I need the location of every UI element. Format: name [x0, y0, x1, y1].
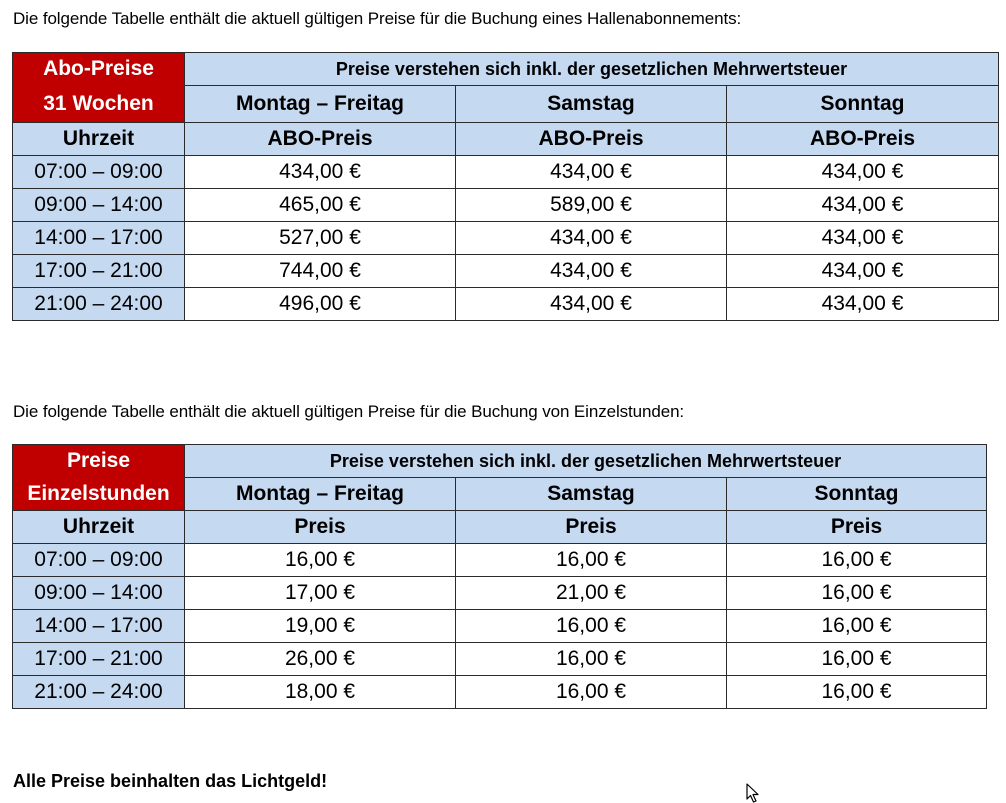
- price-cell: 21,00 €: [456, 577, 727, 610]
- price-cell: 434,00 €: [456, 156, 727, 189]
- table-row: [13, 643, 987, 676]
- table-title-line1: Preise: [13, 445, 185, 478]
- table-title-line2: Einzelstunden: [13, 478, 185, 511]
- time-cell: 17:00 – 21:00: [13, 643, 185, 676]
- price-cell: 16,00 €: [456, 643, 727, 676]
- price-cell: 16,00 €: [456, 610, 727, 643]
- price-cell: 589,00 €: [456, 189, 727, 222]
- price-cell: 434,00 €: [185, 156, 456, 189]
- price-cell: 434,00 €: [456, 255, 727, 288]
- intro-text-abo: Die folgende Tabelle enthält die aktuell gültigen Preise für die Buchung eines Hallenabonnements:: [13, 9, 742, 28]
- price-cell: 16,00 €: [727, 577, 987, 610]
- day-header-saturday: Samstag: [456, 86, 727, 123]
- vat-note: Preise verstehen sich inkl. der gesetzlichen Mehrwertsteuer: [185, 53, 999, 86]
- price-cell: 16,00 €: [727, 643, 987, 676]
- intro-text-single: Die folgende Tabelle enthält die aktuell gültigen Preise für die Buchung von Einzelstunden:: [13, 402, 685, 421]
- price-column-header: Preis: [456, 511, 727, 544]
- price-cell: 434,00 €: [727, 255, 999, 288]
- day-header-weekday: Montag – Freitag: [185, 86, 456, 123]
- price-cell: 16,00 €: [456, 544, 727, 577]
- table-row: [13, 676, 987, 709]
- footer-note: Alle Preise beinhalten das Lichtgeld!: [13, 771, 328, 791]
- time-cell: 21:00 – 24:00: [13, 288, 185, 321]
- time-cell: 07:00 – 09:00: [13, 156, 185, 189]
- table-title-line1: Abo-Preise: [13, 53, 185, 86]
- price-cell: 434,00 €: [456, 222, 727, 255]
- price-column-header: Preis: [727, 511, 987, 544]
- price-cell: 16,00 €: [185, 544, 456, 577]
- price-column-header: ABO-Preis: [185, 123, 456, 156]
- price-cell: 16,00 €: [727, 544, 987, 577]
- price-cell: 16,00 €: [727, 610, 987, 643]
- table-row: [13, 255, 999, 288]
- price-column-header: Preis: [185, 511, 456, 544]
- price-cell: 527,00 €: [185, 222, 456, 255]
- day-header-weekday: Montag – Freitag: [185, 478, 456, 511]
- price-cell: 434,00 €: [727, 222, 999, 255]
- abo-price-table: [12, 52, 999, 321]
- price-cell: 17,00 €: [185, 577, 456, 610]
- day-header-sunday: Sonntag: [727, 86, 999, 123]
- price-cell: 744,00 €: [185, 255, 456, 288]
- price-cell: 465,00 €: [185, 189, 456, 222]
- time-cell: 14:00 – 17:00: [13, 610, 185, 643]
- table-row: [13, 577, 987, 610]
- price-cell: 16,00 €: [456, 676, 727, 709]
- price-column-header: ABO-Preis: [456, 123, 727, 156]
- price-cell: 496,00 €: [185, 288, 456, 321]
- time-cell: 17:00 – 21:00: [13, 255, 185, 288]
- table-row: [13, 189, 999, 222]
- price-cell: 18,00 €: [185, 676, 456, 709]
- price-cell: 19,00 €: [185, 610, 456, 643]
- price-cell: 16,00 €: [727, 676, 987, 709]
- table-row: [13, 610, 987, 643]
- table-row: [13, 544, 987, 577]
- time-column-header: Uhrzeit: [13, 123, 185, 156]
- table-row: [13, 288, 999, 321]
- table-row: [13, 222, 999, 255]
- day-header-saturday: Samstag: [456, 478, 727, 511]
- time-column-header: Uhrzeit: [13, 511, 185, 544]
- price-cell: 434,00 €: [456, 288, 727, 321]
- vat-note: Preise verstehen sich inkl. der gesetzlichen Mehrwertsteuer: [185, 445, 987, 478]
- price-column-header: ABO-Preis: [727, 123, 999, 156]
- time-cell: 09:00 – 14:00: [13, 189, 185, 222]
- price-cell: 434,00 €: [727, 288, 999, 321]
- day-header-sunday: Sonntag: [727, 478, 987, 511]
- single-hour-price-table: [12, 444, 987, 709]
- price-cell: 434,00 €: [727, 189, 999, 222]
- price-cell: 434,00 €: [727, 156, 999, 189]
- mouse-pointer-icon: [746, 783, 760, 803]
- time-cell: 14:00 – 17:00: [13, 222, 185, 255]
- time-cell: 07:00 – 09:00: [13, 544, 185, 577]
- price-cell: 26,00 €: [185, 643, 456, 676]
- time-cell: 21:00 – 24:00: [13, 676, 185, 709]
- time-cell: 09:00 – 14:00: [13, 577, 185, 610]
- table-title-line2: 31 Wochen: [13, 86, 185, 123]
- table-row: [13, 156, 999, 189]
